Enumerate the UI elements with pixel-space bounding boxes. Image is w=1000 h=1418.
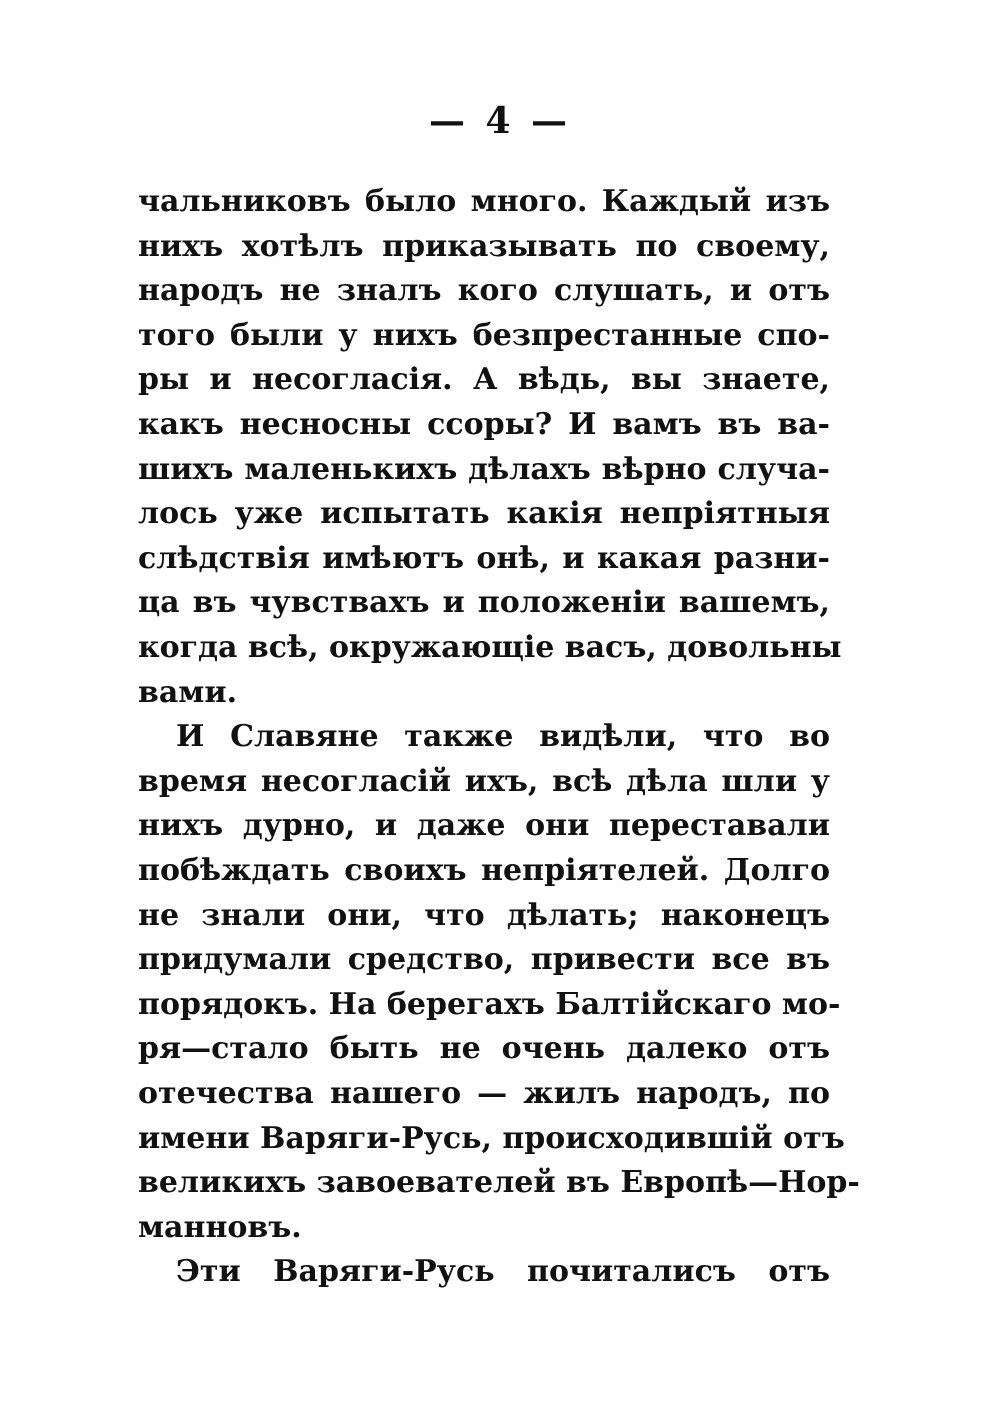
text-line: великихъ завоевателей въ Европѣ—Нор-	[138, 1165, 860, 1201]
text-line: побѣждать своихъ непріятелей. Долго	[138, 853, 830, 888]
text-line: отечества нашего — жилъ народъ, по	[138, 1076, 830, 1111]
text-line: Эти Варяги-Русь почиталисъ отъ	[176, 1254, 830, 1290]
text-line: манновъ.	[138, 1209, 302, 1245]
text-line: И Славяне также видѣли, что во	[176, 719, 830, 755]
text-line: народъ не зналъ кого слушать, и отъ	[138, 273, 830, 309]
text-line: нихъ дурно, и даже они переставали	[138, 808, 830, 844]
text-line: слѣдствія имѣютъ онѣ, и какая разни-	[138, 540, 830, 576]
text-line: ря—стало быть не очень далеко отъ	[138, 1031, 830, 1067]
text-line: не знали они, что дѣлать; наконецъ	[138, 897, 830, 933]
text-line: вами.	[138, 674, 238, 710]
text-line: чальниковъ было много. Каждый изъ	[138, 184, 830, 219]
text-line: ца въ чувствахъ и положеніи вашемъ,	[138, 585, 830, 621]
text-line: ры и несогласія. А вѣдь, вы знаете,	[138, 362, 830, 398]
text-line: нихъ хотѣлъ приказывать по своему,	[138, 228, 830, 264]
text-line: когда всѣ, окружающіе васъ, довольны	[138, 630, 842, 665]
text-line: какъ несносны ссоры? И вамъ въ ва-	[138, 407, 830, 442]
text-line: порядокъ. На берегахъ Балтійскаго мо-	[138, 986, 841, 1022]
text-line: лось уже испытать какія непріятныя	[138, 496, 830, 532]
text-line: имени Варяги-Русь, происходившій отъ	[138, 1120, 845, 1156]
text-line: шихъ маленькихъ дѣлахъ вѣрно случа-	[138, 451, 830, 487]
text-line: того были у нихъ безпрестанные спо-	[138, 317, 830, 353]
text-line: придумали средство, привести все въ	[138, 942, 830, 978]
text-line: время несогласій ихъ, всѣ дѣла шли у	[138, 763, 830, 799]
page-number: — 4 —	[428, 100, 572, 142]
